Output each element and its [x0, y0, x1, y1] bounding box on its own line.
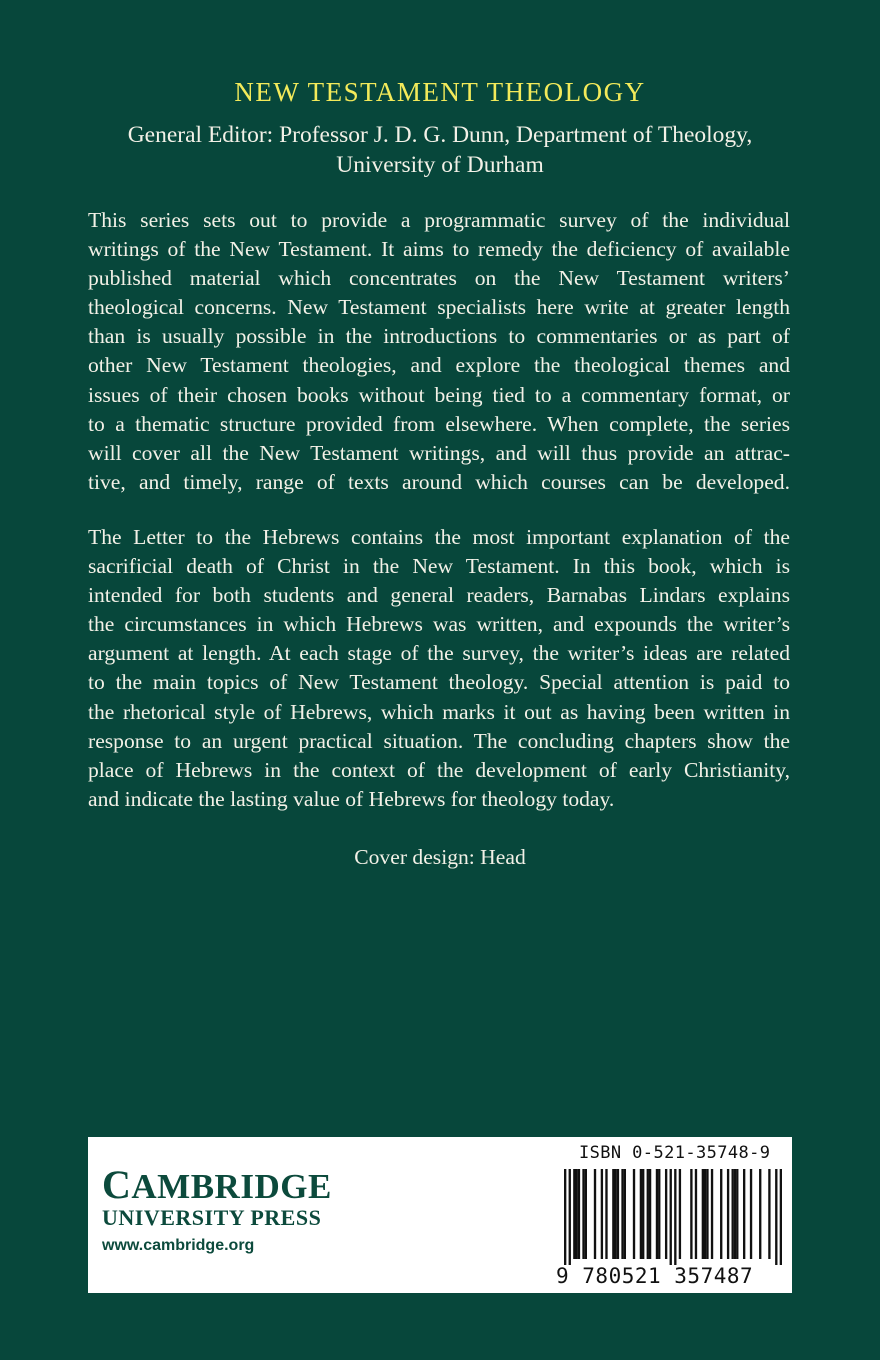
barcode-bar: [736, 1169, 738, 1259]
barcode-bar: [612, 1169, 614, 1259]
barcode-bar: [605, 1169, 607, 1259]
barcode-bar: [617, 1169, 619, 1259]
barcode-bar: [649, 1169, 651, 1259]
paragraph-line: and indicate the lasting value of Hebrews for theology today.: [88, 786, 615, 811]
barcode-bar: [594, 1169, 596, 1259]
publisher-name: [102, 1162, 332, 1207]
cover-design-credit: Cover design: Head: [354, 845, 526, 869]
barcode-bar: [621, 1169, 623, 1259]
barcode-bar: [720, 1169, 722, 1259]
barcode-bar: [750, 1169, 752, 1259]
barcode-bar: [569, 1169, 571, 1265]
barcode-bar: [759, 1169, 761, 1259]
barcode-bar: [582, 1169, 584, 1259]
paragraph-line: to a thematic structure provided from elsewhere. When complete, the series: [88, 411, 790, 436]
barcode-bar: [670, 1169, 672, 1265]
barcode-bar: [690, 1169, 692, 1259]
isbn-label: ISBN 0-521-35748-9: [579, 1143, 771, 1163]
barcode-bar: [614, 1169, 616, 1259]
publisher-logo: [102, 1162, 332, 1259]
series-description-paragraph: [88, 206, 790, 497]
barcode-bar: [601, 1169, 603, 1259]
barcode-bar: [732, 1169, 734, 1259]
series-title: NEW TESTAMENT THEOLOGY: [234, 77, 646, 107]
paragraph-line: other New Testament theologies, and explore the theological themes and: [88, 353, 790, 378]
barcode-bar: [702, 1169, 704, 1259]
paragraph-line: to the main topics of New Testament theology. Special attention is paid to: [88, 670, 790, 695]
barcode-bar: [642, 1169, 644, 1259]
barcode-bar: [768, 1169, 770, 1259]
general-editor-affiliation: University of Durham: [336, 152, 544, 178]
publisher-subtitle: UNIVERSITY PRESS: [102, 1205, 322, 1230]
paragraph-line: sacrificial death of Christ in the New Testament. In this book, which is: [88, 554, 790, 579]
publisher-name-initial: C: [102, 1162, 132, 1207]
barcode-bar: [640, 1169, 642, 1259]
barcode-bar: [585, 1169, 587, 1259]
paragraph-line: published material which concentrates on the New Testament writers’: [88, 266, 790, 291]
paragraph-line: tive, and timely, range of texts around which courses can be developed.: [88, 469, 790, 494]
barcode-bar: [633, 1169, 635, 1259]
barcode-bar: [727, 1169, 729, 1259]
barcode: [564, 1169, 782, 1265]
paragraph-line: response to an urgent practical situation. The concluding chapters show the: [88, 728, 790, 753]
paragraph-line: This series sets out to provide a programmatic survey of the individual: [88, 208, 790, 232]
barcode-bar: [775, 1169, 777, 1265]
barcode-bar: [704, 1169, 706, 1259]
barcode-bar: [711, 1169, 713, 1259]
barcode-bar: [575, 1169, 577, 1259]
publisher-name-rest: AMBRIDGE: [131, 1167, 332, 1206]
barcode-bar: [674, 1169, 676, 1265]
paragraph-line: place of Hebrews in the context of the development of early Christianity,: [88, 757, 790, 782]
barcode-bar: [578, 1169, 580, 1259]
paragraph-line: than is usually possible in the introductions to commentaries or as part of: [88, 324, 790, 349]
barcode-bar: [665, 1169, 667, 1259]
barcode-bar: [647, 1169, 649, 1259]
paragraph-line: writings of the New Testament. It aims to remedy the deficiency of available: [88, 237, 790, 262]
paragraph-line: will cover all the New Testament writings, and will thus provide an attrac-: [88, 440, 790, 465]
paragraph-line: The Letter to the Hebrews contains the most important explanation of the: [88, 525, 790, 549]
paragraph-line: argument at length. At each stage of the survey, the writer’s ideas are related: [88, 641, 790, 666]
paragraph-line: intended for both students and general readers, Barnabas Lindars explains: [88, 583, 790, 608]
general-editor-line: General Editor: Professor J. D. G. Dunn, Department of Theology,: [127, 122, 753, 148]
barcode-bar: [564, 1169, 566, 1265]
barcode-bar: [743, 1169, 745, 1259]
barcode-bar: [658, 1169, 660, 1259]
barcode-digits: 9 780521 357487: [556, 1264, 754, 1288]
book-description-paragraph: [88, 523, 790, 814]
barcode-bar: [780, 1169, 782, 1265]
barcode-bar: [734, 1169, 736, 1259]
barcode-bar: [624, 1169, 626, 1259]
barcode-bar: [679, 1169, 681, 1259]
paragraph-line: theological concerns. New Testament specialists here write at greater length: [88, 295, 790, 320]
paragraph-line: the rhetorical style of Hebrews, which marks it out as having been written in: [88, 699, 790, 724]
publisher-panel: [88, 1137, 792, 1293]
paragraph-line: the circumstances in which Hebrews was written, and expounds the writer’s: [88, 612, 790, 637]
barcode-bar: [656, 1169, 658, 1259]
barcode-bar: [695, 1169, 697, 1259]
barcode-bar: [706, 1169, 708, 1259]
publisher-url: www.cambridge.org: [102, 1237, 255, 1254]
paragraph-line: issues of their chosen books without being tied to a commentary format, or: [88, 382, 790, 407]
barcode-bar: [573, 1169, 575, 1259]
